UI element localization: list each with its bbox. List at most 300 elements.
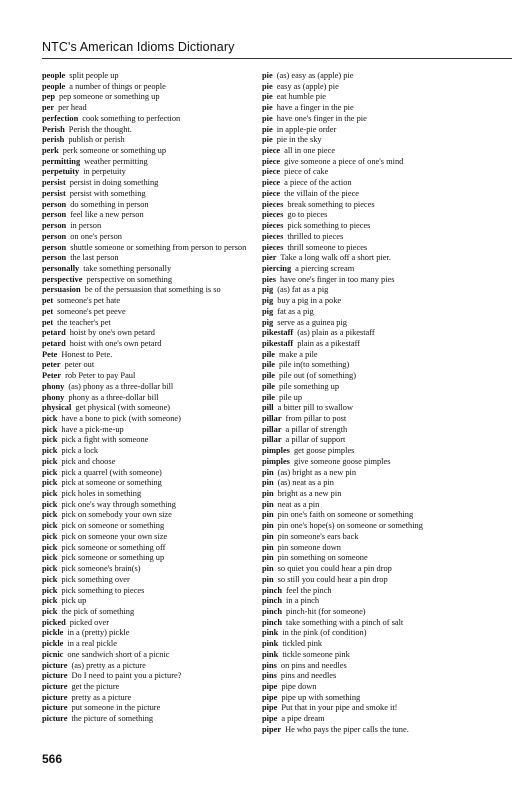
entry-headword: perpetuity: [42, 167, 80, 177]
entry-headword: pin: [262, 521, 274, 531]
index-entry: [42, 167, 270, 178]
entry-phrase: take something personally: [83, 263, 172, 273]
entry-headword: pinch: [262, 585, 283, 595]
entry-phrase: (as) plain as a pikestaff: [297, 328, 375, 338]
entry-headword: piercing: [262, 263, 292, 273]
index-entry: [262, 82, 490, 93]
index-entry: [42, 71, 270, 82]
index-entry: [42, 92, 270, 103]
index-entry: [262, 200, 490, 211]
entry-phrase: (as) fat as a pig: [277, 285, 329, 295]
entry-phrase: (as) phony as a three-dollar bill: [68, 381, 174, 391]
entry-headword: person: [42, 242, 67, 252]
index-entry: [42, 243, 270, 254]
entry-phrase: have one's finger in the pie: [276, 113, 367, 123]
entry-phrase: pick someone or something up: [61, 553, 165, 563]
index-entry: [42, 714, 270, 725]
entry-phrase: pick something to pieces: [287, 221, 371, 231]
entry-phrase: make a pile: [279, 349, 318, 359]
index-entry: [262, 328, 490, 339]
index-entry: [262, 318, 490, 329]
entry-phrase: feel the pinch: [286, 585, 332, 595]
entry-phrase: pile out (of something): [279, 371, 357, 381]
entry-headword: pin: [262, 553, 274, 563]
entry-headword: pick: [42, 499, 58, 509]
entry-phrase: publish or perish: [68, 135, 125, 145]
entry-phrase: pile in(to something): [279, 360, 350, 370]
entry-headword: pinch: [262, 596, 283, 606]
entry-phrase: thrilled to pieces: [287, 231, 344, 241]
entry-phrase: have a finger in the pie: [276, 103, 354, 113]
entry-headword: persist: [42, 188, 66, 198]
index-entry: [42, 639, 270, 650]
index-entry: [262, 457, 490, 468]
index-entry: [42, 296, 270, 307]
entry-phrase: the teacher's pet: [57, 317, 111, 327]
entry-phrase: pile up: [279, 392, 303, 402]
entry-phrase: pin something on someone: [277, 553, 368, 563]
entry-phrase: have a bone to pick (with someone): [61, 414, 181, 423]
entry-headword: pimples: [262, 456, 290, 466]
entry-phrase: pile something up: [279, 381, 340, 391]
index-entry: [42, 285, 270, 296]
entry-headword: picture: [42, 660, 68, 670]
entry-headword: pig: [262, 296, 274, 306]
entry-headword: phony: [42, 381, 65, 391]
entry-phrase: fat as a pig: [277, 306, 314, 316]
index-entry: [262, 296, 490, 307]
index-entry: [42, 328, 270, 339]
entry-headword: pie: [262, 71, 273, 80]
index-entry: [42, 114, 270, 125]
entry-phrase: have one's finger in too many pies: [279, 274, 395, 284]
index-entry: [262, 575, 490, 586]
entry-headword: peter: [42, 360, 61, 370]
entry-phrase: break something to pieces: [287, 199, 375, 209]
entry-headword: pile: [262, 371, 276, 381]
index-entry: [42, 103, 270, 114]
entry-phrase: in a (pretty) pickle: [67, 628, 130, 638]
entry-headword: pile: [262, 360, 276, 370]
entry-headword: pink: [262, 649, 279, 659]
entry-phrase: (as) easy as (apple) pie: [276, 71, 354, 80]
entry-phrase: feel like a new person: [70, 210, 144, 220]
entry-headword: pikestaff: [262, 338, 294, 348]
index-entry: [42, 510, 270, 521]
index-entry: [262, 586, 490, 597]
entry-headword: pin: [262, 499, 274, 509]
index-entry: [42, 393, 270, 404]
index-entry: [42, 457, 270, 468]
entry-headword: Peter: [42, 371, 62, 381]
index-entry: [42, 221, 270, 232]
index-entry: [42, 371, 270, 382]
index-entry: [262, 500, 490, 511]
entry-phrase: weather permitting: [84, 156, 148, 166]
entry-headword: picture: [42, 692, 68, 702]
entry-headword: picnic: [42, 649, 64, 659]
entry-headword: pin: [262, 478, 274, 488]
entry-phrase: piece of cake: [284, 167, 329, 177]
index-entry: [42, 318, 270, 329]
index-entry: [262, 221, 490, 232]
entry-headword: pick: [42, 606, 58, 616]
entry-headword: picture: [42, 681, 68, 691]
entry-headword: persuasion: [42, 285, 81, 295]
index-entry: [42, 650, 270, 661]
index-entry: [262, 489, 490, 500]
entry-phrase: pick someone or something off: [61, 542, 166, 552]
index-entry: [42, 253, 270, 264]
entry-headword: pink: [262, 639, 279, 649]
right-column: [262, 71, 490, 736]
index-entry: [42, 661, 270, 672]
index-entry: [262, 339, 490, 350]
entry-headword: physical: [42, 403, 72, 413]
index-entry: [262, 167, 490, 178]
index-entry: [42, 157, 270, 168]
entry-headword: pickle: [42, 628, 64, 638]
entry-headword: piece: [262, 178, 281, 188]
entry-phrase: pick and choose: [61, 456, 116, 466]
entry-headword: pig: [262, 285, 274, 295]
index-entry: [262, 553, 490, 564]
entry-headword: pick: [42, 424, 58, 434]
entry-phrase: plain as a pikestaff: [297, 338, 361, 348]
index-entry: [262, 393, 490, 404]
entry-phrase: pick holes in something: [61, 489, 142, 499]
entry-phrase: in apple-pie order: [276, 124, 337, 134]
entry-phrase: the last person: [70, 253, 119, 263]
entry-headword: pick: [42, 564, 58, 574]
entry-phrase: someone's pet peeve: [57, 306, 126, 316]
index-entry: [262, 125, 490, 136]
entry-phrase: pick at someone or something: [61, 478, 162, 488]
index-entry: [262, 253, 490, 264]
entry-headword: pick: [42, 467, 58, 477]
index-entry: [42, 478, 270, 489]
entry-headword: perspective: [42, 274, 83, 284]
index-entry: [42, 596, 270, 607]
index-entry: [262, 425, 490, 436]
entry-headword: person: [42, 199, 67, 209]
entry-headword: pile: [262, 349, 276, 359]
entry-headword: pick: [42, 574, 58, 584]
entry-phrase: get the picture: [71, 681, 120, 691]
entry-phrase: persist with something: [69, 188, 146, 198]
entry-headword: pick: [42, 478, 58, 488]
entry-headword: perfection: [42, 113, 79, 123]
entry-phrase: pipe up with something: [281, 692, 361, 702]
entry-headword: pie: [262, 92, 273, 102]
index-entry: [262, 714, 490, 725]
entry-phrase: on pins and needles: [280, 660, 347, 670]
entry-headword: pieces: [262, 221, 284, 231]
index-entry: [262, 189, 490, 200]
entry-phrase: peter out: [64, 360, 95, 370]
entry-headword: picture: [42, 714, 68, 724]
entry-phrase: pick on someone or something: [61, 521, 165, 531]
entry-headword: pick: [42, 510, 58, 520]
index-entry: [262, 543, 490, 554]
entry-phrase: buy a pig in a poke: [277, 296, 342, 306]
entry-headword: people: [42, 71, 66, 80]
entry-phrase: neat as a pin: [277, 499, 320, 509]
entry-headword: persist: [42, 178, 66, 188]
index-entry: [262, 285, 490, 296]
index-entry: [42, 703, 270, 714]
index-entry: [262, 114, 490, 125]
entry-phrase: cook something to perfection: [82, 113, 181, 123]
entry-phrase: pick one's way through something: [61, 499, 176, 509]
entry-phrase: take something with a pinch of salt: [286, 617, 404, 627]
index-entry: [42, 146, 270, 157]
index-entry: [262, 403, 490, 414]
entry-headword: pie: [262, 135, 273, 145]
index-entry: [42, 435, 270, 446]
entry-headword: pin: [262, 542, 274, 552]
entry-headword: pet: [42, 306, 54, 316]
entry-headword: pet: [42, 296, 54, 306]
entry-phrase: shuttle someone or something from person to person: [70, 242, 247, 252]
entry-headword: pipe: [262, 692, 278, 702]
entry-headword: Pete: [42, 349, 58, 359]
entry-phrase: Perish the thought.: [68, 124, 132, 134]
entry-headword: pipe: [262, 681, 278, 691]
entry-phrase: go to pieces: [287, 210, 328, 220]
index-entry: [42, 200, 270, 211]
entry-headword: pick: [42, 414, 58, 423]
entry-phrase: perk someone or something up: [62, 146, 167, 156]
entry-phrase: put someone in the picture: [71, 703, 161, 713]
entry-phrase: a pillar of strength: [285, 424, 348, 434]
entry-phrase: in person: [70, 221, 102, 231]
index-entry: [42, 360, 270, 371]
entry-headword: pieces: [262, 199, 284, 209]
entry-phrase: pin one's hope(s) on someone or something: [277, 521, 423, 531]
entry-headword: pick: [42, 531, 58, 541]
entry-phrase: persist in doing something: [69, 178, 159, 188]
entry-phrase: pie in the sky: [276, 135, 322, 145]
index-entry: [262, 564, 490, 575]
header-rule: [42, 58, 512, 59]
index-entry: [42, 671, 270, 682]
entry-headword: pick: [42, 489, 58, 499]
entry-headword: pin: [262, 574, 274, 584]
entry-phrase: pin someone's ears back: [277, 531, 359, 541]
entry-phrase: in perpetuity: [83, 167, 126, 177]
index-entry: [262, 510, 490, 521]
entry-phrase: pretty as a picture: [71, 692, 132, 702]
index-entry: [262, 693, 490, 704]
entry-phrase: in a real pickle: [67, 639, 117, 649]
entry-headword: piece: [262, 146, 281, 156]
index-entry: [42, 82, 270, 93]
entry-headword: pies: [262, 274, 276, 284]
index-entry: [42, 446, 270, 457]
entry-headword: petard: [42, 338, 66, 348]
entry-phrase: serve as a guinea pig: [277, 317, 347, 327]
entry-phrase: someone's pet hate: [57, 296, 121, 306]
entry-headword: permitting: [42, 156, 81, 166]
entry-headword: personally: [42, 263, 80, 273]
index-entry: [262, 275, 490, 286]
entry-phrase: pick someone's brain(s): [61, 564, 141, 574]
entry-headword: pieces: [262, 231, 284, 241]
entry-phrase: give someone a piece of one's mind: [284, 156, 404, 166]
entry-phrase: on one's person: [70, 231, 122, 241]
entry-phrase: pick on someone your own size: [61, 531, 168, 541]
index-entry: [42, 414, 270, 425]
entry-headword: person: [42, 253, 67, 263]
entry-headword: pimples: [262, 446, 290, 456]
entry-headword: pig: [262, 306, 274, 316]
entry-phrase: pipe down: [281, 681, 317, 691]
index-entry: [262, 671, 490, 682]
index-entry: [42, 135, 270, 146]
entry-phrase: (as) neat as a pin: [277, 478, 334, 488]
entry-headword: pick: [42, 585, 58, 595]
index-entry: [42, 307, 270, 318]
entry-headword: pillar: [262, 424, 282, 434]
entry-headword: phony: [42, 392, 65, 402]
entry-phrase: Take a long walk off a short pier.: [280, 253, 391, 263]
index-entry: [262, 264, 490, 275]
index-entry: [262, 414, 490, 425]
index-entry: [262, 360, 490, 371]
entry-phrase: phony as a three-dollar bill: [68, 392, 159, 402]
entry-headword: pile: [262, 381, 276, 391]
entry-phrase: pick a fight with someone: [61, 435, 149, 445]
entry-headword: pick: [42, 553, 58, 563]
entry-headword: pie: [262, 113, 273, 123]
entry-phrase: pep someone or something up: [59, 92, 160, 102]
entry-headword: pipe: [262, 714, 278, 724]
index-entry: [262, 532, 490, 543]
entry-phrase: Put that in your pipe and smoke it!: [281, 703, 398, 713]
entry-phrase: bright as a new pin: [277, 489, 342, 499]
index-entry: [42, 403, 270, 414]
entry-headword: pinch: [262, 617, 283, 627]
entry-phrase: give someone goose pimples: [293, 456, 391, 466]
entry-headword: pick: [42, 456, 58, 466]
index-entry: [42, 350, 270, 361]
entry-headword: picked: [42, 617, 66, 627]
entry-phrase: pick a lock: [61, 446, 99, 456]
entry-phrase: in a pinch: [286, 596, 320, 606]
entry-phrase: perspective on something: [86, 274, 173, 284]
entry-headword: perish: [42, 135, 65, 145]
entry-phrase: per head: [58, 103, 87, 113]
entry-phrase: pick a quarrel (with someone): [61, 467, 162, 477]
index-entry: [262, 146, 490, 157]
entry-headword: pinch: [262, 606, 283, 616]
entry-phrase: Honest to Pete.: [61, 349, 113, 359]
entry-phrase: (as) bright as a new pin: [277, 467, 357, 477]
entry-phrase: hoist by one's own petard: [69, 328, 155, 338]
index-entry: [262, 71, 490, 82]
entry-phrase: pick something over: [61, 574, 130, 584]
entry-phrase: hoist with one's own petard: [69, 338, 162, 348]
index-entry: [262, 521, 490, 532]
entry-headword: piece: [262, 188, 281, 198]
index-entry: [42, 586, 270, 597]
entry-phrase: a pipe dream: [281, 714, 325, 724]
index-entry: [262, 596, 490, 607]
entry-phrase: pins and needles: [280, 671, 337, 681]
entry-phrase: (as) pretty as a picture: [71, 660, 146, 670]
entry-phrase: pick on somebody your own size: [61, 510, 172, 520]
entry-headword: picture: [42, 703, 68, 713]
index-entry: [262, 725, 490, 736]
entry-headword: pick: [42, 596, 58, 606]
entry-phrase: in the pink (of condition): [282, 628, 367, 638]
entry-headword: pin: [262, 467, 274, 477]
index-entry: [42, 575, 270, 586]
index-entry: [42, 264, 270, 275]
entry-headword: picture: [42, 671, 68, 681]
entry-phrase: be of the persuasion that something is so: [84, 285, 221, 295]
index-entry: [262, 618, 490, 629]
index-entry: [262, 157, 490, 168]
entry-phrase: do something in person: [70, 199, 149, 209]
entry-phrase: pick up: [61, 596, 87, 606]
entry-phrase: so quiet you could hear a pin drop: [277, 564, 392, 574]
entry-headword: per: [42, 103, 55, 113]
index-entry: [262, 628, 490, 639]
entry-phrase: tickled pink: [282, 639, 323, 649]
entry-headword: pep: [42, 92, 56, 102]
entry-headword: pier: [262, 253, 277, 263]
entry-phrase: have a pick-me-up: [61, 424, 124, 434]
entry-phrase: easy as (apple) pie: [276, 81, 339, 91]
index-entry: [42, 425, 270, 436]
entry-headword: pie: [262, 81, 273, 91]
entry-headword: Perish: [42, 124, 65, 134]
entry-headword: pink: [262, 628, 279, 638]
index-entry: [262, 307, 490, 318]
entry-phrase: picked over: [69, 617, 110, 627]
entry-phrase: so still you could hear a pin drop: [277, 574, 388, 584]
entry-phrase: get physical (with someone): [75, 403, 170, 413]
entry-phrase: one sandwich short of a picnic: [67, 649, 170, 659]
entry-headword: piece: [262, 156, 281, 166]
entry-headword: pie: [262, 124, 273, 134]
entry-headword: pieces: [262, 210, 284, 220]
index-entry: [42, 532, 270, 543]
left-column: [42, 71, 270, 725]
index-entry: [262, 650, 490, 661]
entry-phrase: thrill someone to pieces: [287, 242, 368, 252]
entry-headword: pillar: [262, 414, 282, 423]
entry-headword: pick: [42, 446, 58, 456]
entry-headword: pile: [262, 392, 276, 402]
index-entry: [262, 682, 490, 693]
entry-headword: person: [42, 210, 67, 220]
entry-headword: pin: [262, 510, 274, 520]
index-entry: [42, 693, 270, 704]
entry-headword: pieces: [262, 242, 284, 252]
entry-headword: pins: [262, 660, 277, 670]
index-entry: [42, 189, 270, 200]
entry-phrase: a bitter pill to swallow: [277, 403, 354, 413]
index-entry: [42, 489, 270, 500]
index-entry: [42, 339, 270, 350]
index-entry: [262, 371, 490, 382]
entry-headword: piece: [262, 167, 281, 177]
entry-headword: pet: [42, 317, 54, 327]
index-entry: [42, 382, 270, 393]
